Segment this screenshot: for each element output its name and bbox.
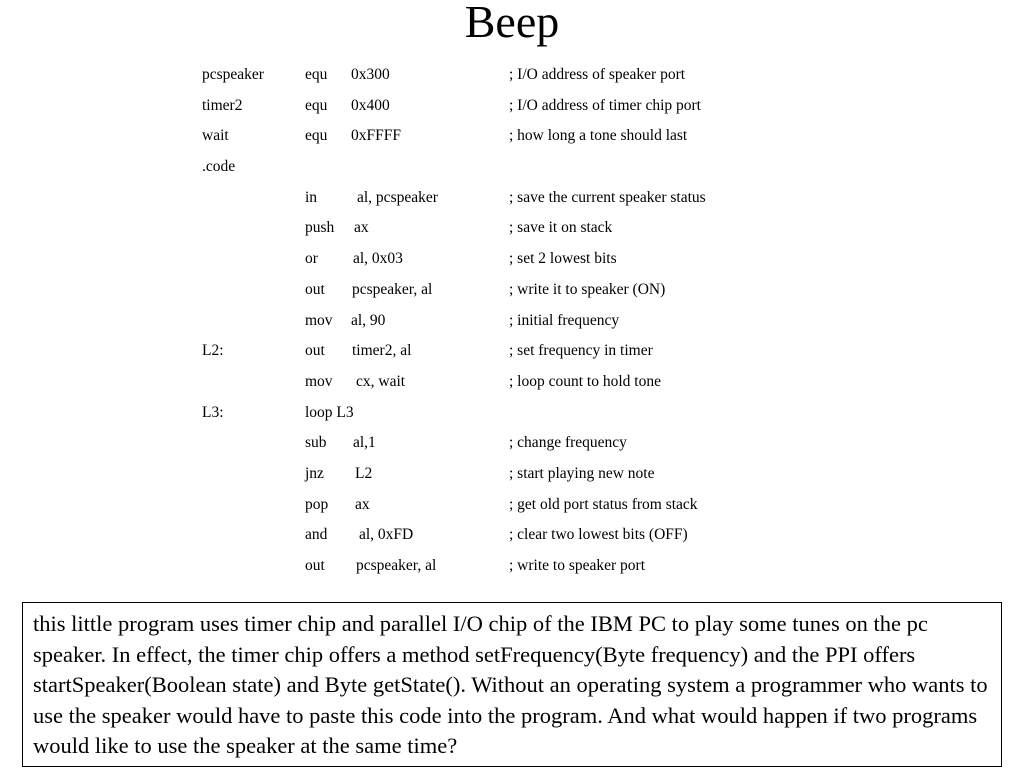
- code-line: [0, 551, 1024, 582]
- code-operand: pcspeaker, al: [352, 280, 433, 298]
- code-opcode: push: [305, 219, 335, 237]
- code-operand: L2: [355, 464, 373, 482]
- code-operand: al, pcspeaker: [357, 188, 438, 206]
- code-opcode: pop: [305, 495, 329, 513]
- code-comment: ; change frequency: [509, 434, 627, 452]
- code-line: [0, 490, 1024, 521]
- code-label: pcspeaker: [202, 66, 264, 83]
- code-opcode: out: [305, 557, 325, 574]
- code-line: [0, 336, 1024, 367]
- code-operand: timer2, al: [352, 342, 412, 360]
- code-line: [0, 121, 1024, 152]
- code-opcode: loop L3: [305, 403, 354, 421]
- code-line: [0, 275, 1024, 306]
- code-comment: ; start playing new note: [509, 464, 655, 482]
- code-line: [0, 459, 1024, 490]
- code-opcode: in: [305, 188, 318, 206]
- code-line: [0, 520, 1024, 551]
- code-label: L3:: [202, 403, 224, 421]
- code-comment: ; save it on stack: [509, 219, 613, 237]
- code-comment: ; clear two lowest bits (OFF): [509, 526, 688, 544]
- code-line: [0, 306, 1024, 337]
- code-line: [0, 60, 1024, 91]
- code-line: [0, 244, 1024, 275]
- code-operand: ax: [355, 495, 370, 513]
- code-opcode: equ: [305, 127, 328, 145]
- code-operand: ax: [354, 219, 369, 237]
- code-opcode: equ: [305, 66, 328, 83]
- code-line: [0, 213, 1024, 244]
- code-opcode: equ: [305, 96, 328, 114]
- code-label: L2:: [202, 342, 224, 360]
- code-line: [0, 152, 1024, 183]
- code-operand: pcspeaker, al: [356, 557, 437, 574]
- code-listing: [0, 60, 1024, 582]
- code-line: [0, 398, 1024, 429]
- code-label: wait: [202, 127, 229, 145]
- code-comment: ; initial frequency: [509, 311, 620, 329]
- code-comment: ; save the current speaker status: [509, 188, 706, 206]
- code-operand: al, 0x03: [353, 250, 403, 268]
- code-comment: ; get old port status from stack: [509, 495, 698, 513]
- code-opcode: and: [305, 526, 328, 544]
- code-line: [0, 183, 1024, 214]
- code-opcode: mov: [305, 372, 333, 390]
- code-label: timer2: [202, 96, 243, 114]
- code-opcode: or: [305, 250, 318, 268]
- code-line: [0, 91, 1024, 122]
- code-comment: ; set frequency in timer: [509, 342, 653, 360]
- code-operand: cx, wait: [356, 372, 406, 390]
- code-comment: ; write it to speaker (ON): [509, 280, 666, 298]
- code-comment: ; loop count to hold tone: [509, 372, 661, 390]
- code-opcode: out: [305, 342, 325, 360]
- code-opcode: out: [305, 280, 325, 298]
- code-operand: 0x300: [351, 66, 390, 83]
- code-comment: ; write to speaker port: [509, 557, 646, 574]
- code-comment: ; set 2 lowest bits: [509, 250, 617, 268]
- code-line: [0, 367, 1024, 398]
- code-operand: al,1: [353, 434, 376, 452]
- code-operand: al, 90: [351, 311, 386, 329]
- code-opcode: sub: [305, 434, 327, 452]
- code-line: [0, 428, 1024, 459]
- code-operand: 0x400: [351, 96, 390, 114]
- code-opcode: jnz: [305, 464, 324, 482]
- code-comment: ; how long a tone should last: [509, 127, 688, 145]
- code-comment: ; I/O address of timer chip port: [509, 96, 701, 114]
- code-operand: 0xFFFF: [351, 127, 401, 145]
- slide-title: Beep: [464, 0, 560, 47]
- code-operand: al, 0xFD: [359, 526, 414, 544]
- code-opcode: mov: [305, 311, 333, 329]
- code-comment: ; I/O address of speaker port: [509, 66, 686, 83]
- description-box: [22, 602, 1002, 767]
- code-label: .code: [202, 158, 236, 176]
- description-text: this little program uses timer chip and parallel I/O chip of the IBM PC to play some tunes on the pc speaker. In effect, the timer chip offers a method setFrequency(Byte frequency) and the PPI offers startSpeaker(Boolean state) and Byte getState(). Without an operating system a programmer who wants to use the speaker would have to paste this code into the program. And what would happen if two programs would like to use the speaker at the same time?: [33, 611, 988, 758]
